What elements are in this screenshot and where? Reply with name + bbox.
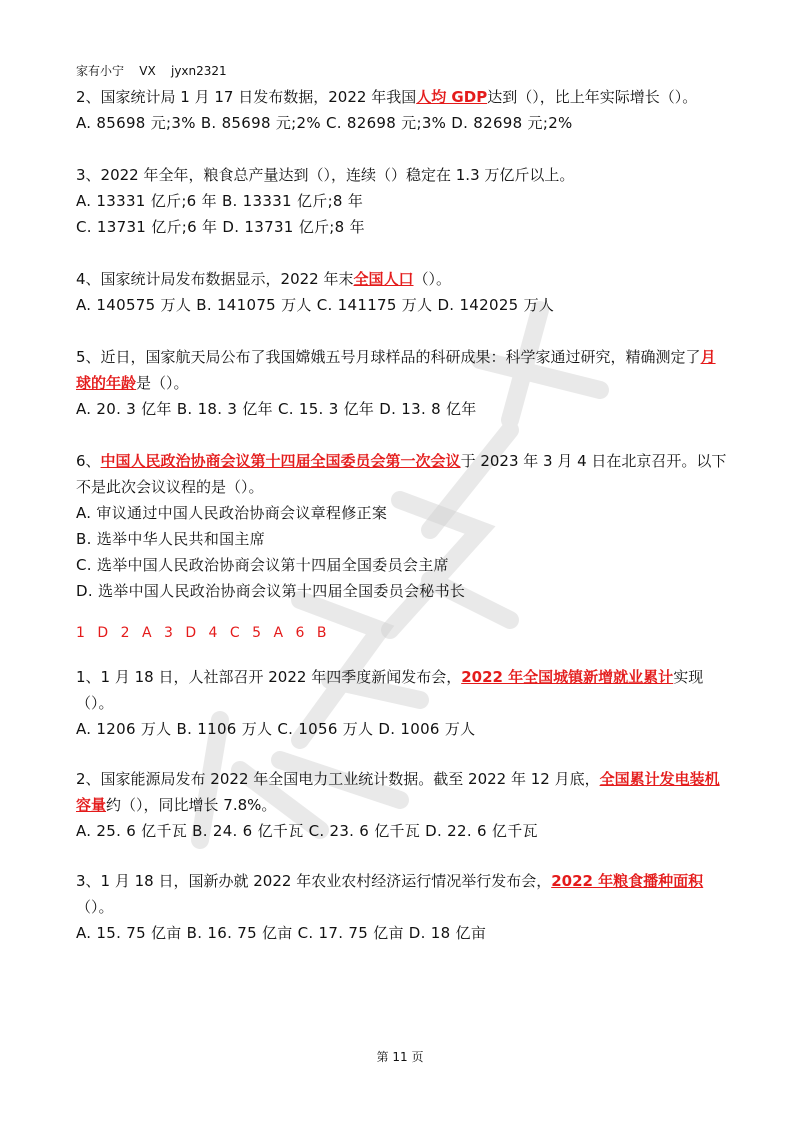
question-4 [76, 266, 728, 318]
content [76, 84, 728, 962]
highlight-keyword: 月球的年龄 [76, 348, 716, 392]
highlight-keyword: 人均 GDP [416, 88, 488, 106]
question-5 [76, 344, 728, 422]
highlight-keyword: 2022 年全国城镇新增就业累计 [461, 668, 674, 686]
option-line: C. 13731 亿斤;6 年 D. 13731 亿斤;8 年 [76, 218, 365, 236]
option-line: A. 1206 万人 B. 1106 万人 C. 1056 万人 D. 1006 万人 [76, 720, 476, 738]
question2-1 [76, 664, 728, 742]
question-3 [76, 162, 728, 240]
option-line: A. 85698 元;3% B. 85698 元;2% C. 82698 元;3% D. 82698 元;2% [76, 114, 573, 132]
highlight-keyword: 2022 年粮食播种面积 [551, 872, 704, 890]
highlight-keyword: 全国人口 [353, 270, 414, 288]
question2-2 [76, 766, 728, 844]
page-footer [0, 1048, 800, 1065]
question2-3 [76, 868, 728, 946]
option-line: B. 选举中华人民共和国主席 [76, 530, 266, 548]
question-stem: 3、2022 年全年，粮食总产量达到（），连续（）稳定在 1.3 万亿斤以上。 [76, 166, 575, 184]
question-stem: 2、国家统计局 1 月 17 日发布数据，2022 年我国人均 GDP达到（），比上年实际增长（）。 [76, 88, 698, 106]
highlight-keyword: 中国人民政治协商会议第十四届全国委员会第一次会议 [100, 452, 461, 470]
answer-key: 1 D 2 A 3 D 4 C 5 A 6 B [76, 625, 331, 641]
option-line: A. 140575 万人 B. 141075 万人 C. 141175 万人 D. 142025 万人 [76, 296, 555, 314]
question-stem: 5、近日，国家航天局公布了我国嫦娥五号月球样品的科研成果：科学家通过研究，精确测定了月球的年龄是（）。 [76, 348, 716, 392]
option-line: A. 13331 亿斤;6 年 B. 13331 亿斤;8 年 [76, 192, 364, 210]
option-line: A. 25. 6 亿千瓦 B. 24. 6 亿千瓦 C. 23. 6 亿千瓦 D. 22. 6 亿千瓦 [76, 822, 538, 840]
highlight-keyword: 全国累计发电装机容量 [76, 770, 720, 814]
question-stem: 4、国家统计局发布数据显示，2022 年末全国人口（）。 [76, 270, 452, 288]
question-stem: 6、中国人民政治协商会议第十四届全国委员会第一次会议于 2023 年 3 月 4 日在北京召开。以下不是此次会议议程的是（）。 [76, 452, 727, 496]
option-line: C. 选举中国人民政治协商会议第十四届全国委员会主席 [76, 556, 449, 574]
option-line: A. 20. 3 亿年 B. 18. 3 亿年 C. 15. 3 亿年 D. 13. 8 亿年 [76, 400, 477, 418]
option-line: A. 15. 75 亿亩 B. 16. 75 亿亩 C. 17. 75 亿亩 D. 18 亿亩 [76, 924, 487, 942]
option-line: D. 选举中国人民政治协商会议第十四届全国委员会秘书长 [76, 582, 466, 600]
question-2 [76, 84, 728, 136]
question-stem: 3、1 月 18 日，国新办就 2022 年农业农村经济运行情况举行发布会，2022 年粮食播种面积（）。 [76, 872, 704, 916]
page-number: 第 11 页 [376, 1050, 424, 1064]
option-line: A. 审议通过中国人民政治协商会议章程修正案 [76, 504, 388, 522]
question-6 [76, 448, 728, 604]
question-stem: 2、国家能源局发布 2022 年全国电力工业统计数据。截至 2022 年 12 月底，全国累计发电装机容量约（），同比增长 7.8%。 [76, 770, 720, 814]
header-vx-label: VX [139, 64, 156, 78]
page-header [76, 62, 227, 79]
header-brand: 家有小宁 [76, 64, 125, 78]
question-stem: 1、1 月 18 日，人社部召开 2022 年四季度新闻发布会，2022 年全国城镇新增就业累计实现（）。 [76, 668, 704, 712]
header-vx-id: jyxn2321 [170, 64, 227, 78]
